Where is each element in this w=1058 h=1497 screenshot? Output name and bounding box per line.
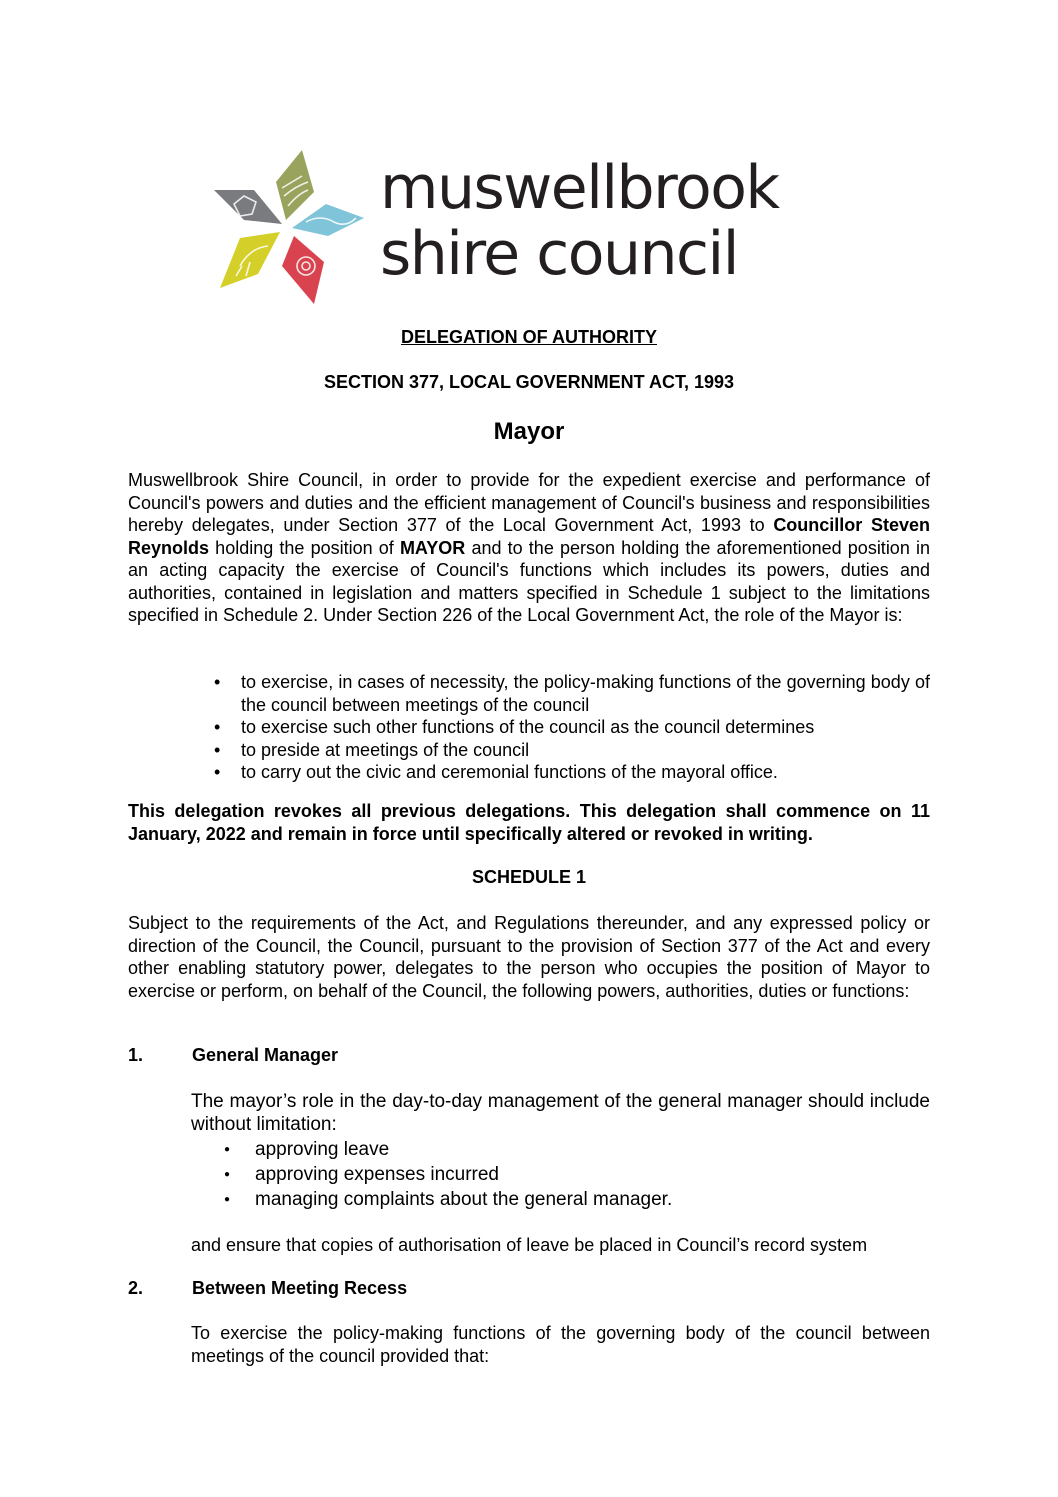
intro-paragraph: Muswellbrook Shire Council, in order to provide for the expedient exercise and performance of Council's powers and duties and the efficient management of Council's business and responsibilities hereby delegates, under Section 377 of the Local Government Act, 1993 to Councillor Steven Reynolds holding the position of MAYOR and to the person holding the aforementioned position in an acting capacity the exercise of Council's functions which includes its powers, duties and authorities, contained in legislation and matters specified in Schedule 1 subject to the limitations specified in Schedule 2. Under Section 226 of the Local Government Act, the role of the Mayor is: (128, 470, 930, 625)
list-item: • to exercise such other functions of the council as the council determines (214, 716, 930, 739)
role-heading: Mayor (493, 418, 565, 445)
item-number: 2. (128, 1278, 144, 1298)
between-meeting-text: To exercise the policy-making functions of the governing body of the council between meetings of the council provided that: (191, 1323, 930, 1366)
list-item: ● approving expenses incurred (224, 1162, 924, 1187)
mayor-role-list (214, 671, 930, 784)
item-number: 1. (128, 1045, 144, 1065)
delegate-position: MAYOR (399, 537, 466, 558)
list-item: • to exercise, in cases of necessity, the policy-making functions of the governing body of the council between meetings of the council (214, 671, 930, 716)
schedule-intro: Subject to the requirements of the Act, and Regulations thereunder, and any expressed policy or direction of the Council, the Council, pursuant to the provision of Section 377 of the Act and every other enabling statutory power, delegates to the person who occupies the position of Mayor to exercise or perform, on behalf of the Council, the following powers, authorities, duties or functions: (128, 913, 930, 1001)
general-manager-text: The mayor’s role in the day-to-day management of the general manager should include without limitation: (191, 1091, 930, 1135)
item-title: Between Meeting Recess (192, 1278, 408, 1298)
document-title: DELEGATION OF AUTHORITY (401, 327, 657, 347)
list-item: • to carry out the civic and ceremonial functions of the mayoral office. (214, 761, 930, 784)
schedule-heading: SCHEDULE 1 (471, 867, 587, 887)
list-item: • to preside at meetings of the council (214, 739, 930, 762)
general-manager-note: and ensure that copies of authorisation of leave be placed in Council’s record system (191, 1235, 868, 1255)
logo-line-1: muswellbrook (380, 153, 779, 223)
council-logo-wordmark (380, 153, 779, 290)
item-title: General Manager (192, 1045, 339, 1065)
revocation-notice: This delegation revokes all previous delegations. This delegation shall commence on 11 January, 2022 and remain in force until specifically altered or revoked in writing. (128, 801, 930, 844)
council-logo-mark (210, 148, 370, 308)
legislation-reference: SECTION 377, LOCAL GOVERNMENT ACT, 1993 (323, 372, 735, 392)
list-item: ● managing complaints about the general manager. (224, 1187, 924, 1212)
list-item: ● approving leave (224, 1137, 924, 1162)
council-logo (210, 148, 850, 308)
delegate-name: Councillor Steven Reynolds (128, 515, 930, 558)
general-manager-list (224, 1137, 924, 1212)
logo-line-2: shire council (380, 219, 738, 289)
